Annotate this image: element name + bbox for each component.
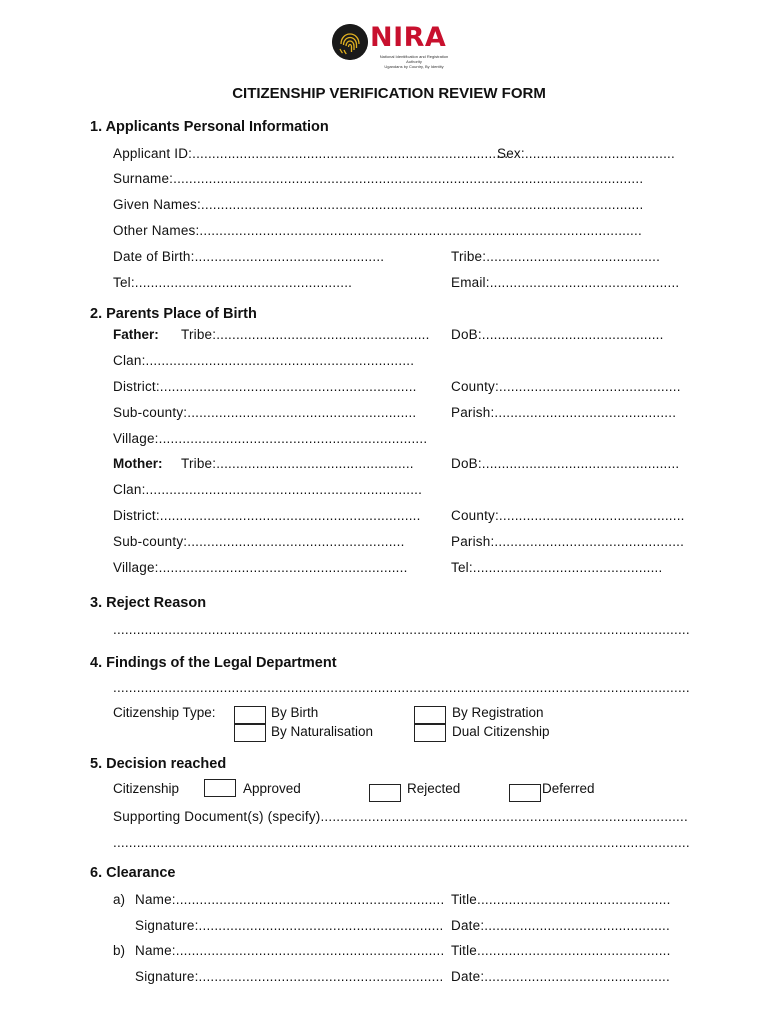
by-birth-label: By Birth — [271, 705, 319, 720]
form-title: CITIZENSHIP VERIFICATION REVIEW FORM — [232, 85, 546, 102]
by-registration-label: By Registration — [452, 705, 544, 720]
deferred-label: Deferred — [542, 781, 595, 796]
father-district-field[interactable]: District:................................................................. — [113, 379, 417, 394]
father-subcounty-field[interactable]: Sub-county:.......................................................... — [113, 405, 417, 420]
clearance-b-title-field[interactable]: Title................................................. — [451, 943, 671, 958]
section-2-heading: 2. Parents Place of Birth — [90, 306, 257, 322]
dual-citizenship-label: Dual Citizenship — [452, 724, 550, 739]
clearance-b-label: b) — [113, 943, 126, 958]
clearance-b-name-field[interactable]: Name:.................................................................... — [135, 943, 445, 958]
rejected-checkbox[interactable] — [369, 784, 401, 802]
mother-clan-field[interactable]: Clan:...................................................................... — [113, 482, 423, 497]
mother-subcounty-field[interactable]: Sub-county:....................................................... — [113, 534, 405, 549]
mother-dob-field[interactable]: DoB:.................................................. — [451, 456, 680, 471]
mother-village-field[interactable]: Village:............................................................... — [113, 560, 408, 575]
clearance-a-date-field[interactable]: Date:............................................... — [451, 918, 670, 933]
clearance-a-label: a) — [113, 892, 126, 907]
supporting-documents-extra-line[interactable]: .................................................................................................................................................. — [113, 835, 690, 850]
tribe-field[interactable]: Tribe:............................................ — [451, 249, 661, 264]
approved-checkbox[interactable] — [204, 779, 236, 797]
father-label: Father: — [113, 327, 159, 342]
section-3-heading: 3. Reject Reason — [90, 595, 207, 611]
logo-tagline: National Identification and Registration Authority Ugandans by Country, By Identity — [379, 54, 449, 69]
citizenship-decision-label: Citizenship — [113, 781, 180, 796]
section-6-heading: 6. Clearance — [90, 865, 176, 881]
father-village-field[interactable]: Village:.................................................................... — [113, 431, 428, 446]
mother-tel-field[interactable]: Tel:................................................ — [451, 560, 663, 575]
section-5-heading: 5. Decision reached — [90, 756, 227, 772]
tel-field[interactable]: Tel:....................................................... — [113, 275, 353, 290]
by-naturalisation-label: By Naturalisation — [271, 724, 374, 739]
given-names-field[interactable]: Given Names:................................................................................................................ — [113, 197, 644, 212]
mother-county-field[interactable]: County:............................................... — [451, 508, 685, 523]
father-county-field[interactable]: County:.............................................. — [451, 379, 681, 394]
by-birth-checkbox[interactable] — [234, 706, 266, 724]
clearance-a-signature-field[interactable]: Signature:.............................................................. — [135, 918, 444, 933]
mother-label: Mother: — [113, 456, 163, 471]
reject-reason-field[interactable]: .................................................................................................................................................. — [113, 622, 690, 637]
clearance-b-signature-field[interactable]: Signature:.............................................................. — [135, 969, 444, 984]
clearance-a-title-field[interactable]: Title................................................. — [451, 892, 671, 907]
legal-findings-field[interactable]: .................................................................................................................................................. — [113, 680, 690, 695]
by-naturalisation-checkbox[interactable] — [234, 724, 266, 742]
mother-district-field[interactable]: District:.................................................................. — [113, 508, 421, 523]
sex-field[interactable]: Sex:...................................... — [497, 146, 675, 161]
approved-label: Approved — [243, 781, 301, 796]
by-registration-checkbox[interactable] — [414, 706, 446, 724]
nira-logo — [332, 24, 458, 68]
clearance-b-date-field[interactable]: Date:............................................... — [451, 969, 670, 984]
dual-citizenship-checkbox[interactable] — [414, 724, 446, 742]
surname-field[interactable]: Surname:....................................................................................................................... — [113, 171, 644, 186]
section-1-heading: 1. Applicants Personal Information — [90, 119, 329, 135]
father-tribe-field[interactable]: Tribe:...................................................... — [181, 327, 430, 342]
rejected-label: Rejected — [407, 781, 461, 796]
citizenship-type-label: Citizenship Type: — [113, 705, 216, 720]
clearance-a-name-field[interactable]: Name:.................................................................... — [135, 892, 445, 907]
applicant-id-field[interactable]: Applicant ID:................................................................................ — [113, 146, 509, 161]
mother-parish-field[interactable]: Parish:................................................ — [451, 534, 685, 549]
mother-tribe-field[interactable]: Tribe:.................................................. — [181, 456, 414, 471]
deferred-checkbox[interactable] — [509, 784, 541, 802]
section-4-heading: 4. Findings of the Legal Department — [90, 655, 337, 671]
father-parish-field[interactable]: Parish:.............................................. — [451, 405, 677, 420]
email-field[interactable]: Email:................................................ — [451, 275, 680, 290]
logo-wordmark: NIRA — [370, 22, 447, 53]
supporting-documents-field[interactable]: Supporting Document(s) (specify)............................................................................................. — [113, 809, 688, 824]
fingerprint-icon — [332, 24, 368, 60]
other-names-field[interactable]: Other Names:................................................................................................................ — [113, 223, 642, 238]
father-clan-field[interactable]: Clan:.................................................................... — [113, 353, 415, 368]
father-dob-field[interactable]: DoB:.............................................. — [451, 327, 664, 342]
date-of-birth-field[interactable]: Date of Birth:................................................ — [113, 249, 385, 264]
